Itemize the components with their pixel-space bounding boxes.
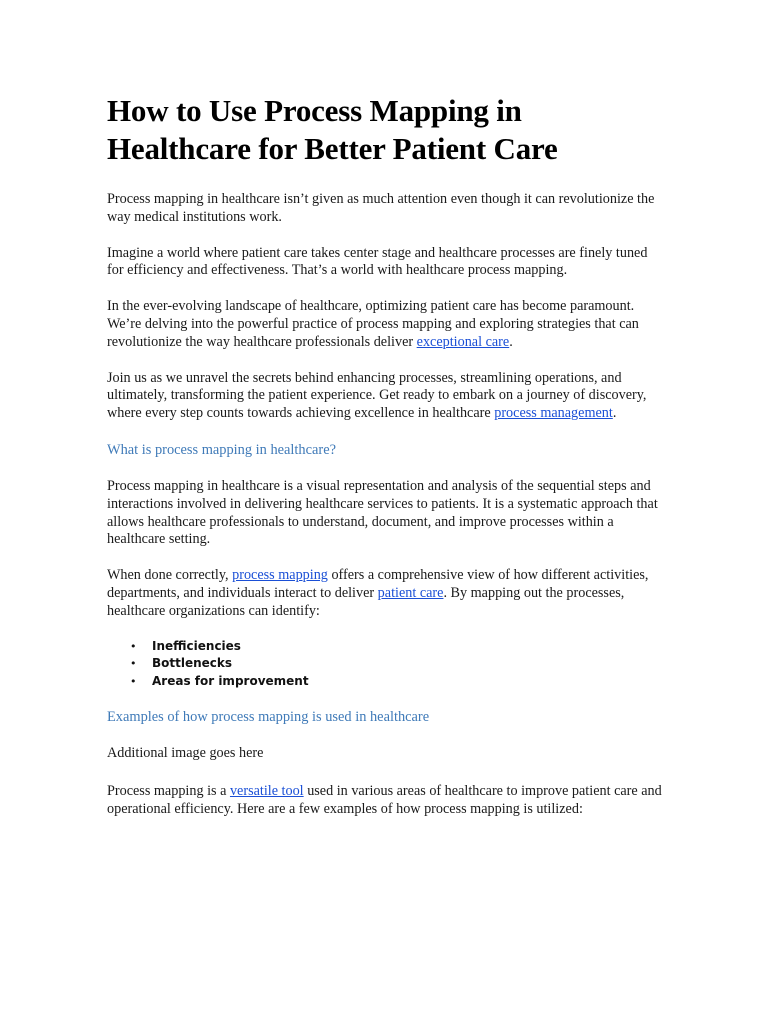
patient-care-link[interactable]: patient care xyxy=(377,584,444,601)
section-1-paragraph-1: Process mapping in healthcare is a visual representation and analysis of the sequential steps and interactions involved in delivering healthcare services to patients. It is a systematic approach that allows healthcare professionals to understand, document, and improve processes within a healthcare setting. xyxy=(107,477,658,548)
page-title: How to Use Process Mapping in Healthcare for Better Patient Care xyxy=(107,93,558,166)
section-1-paragraph-2 xyxy=(107,567,667,620)
process-mapping-link[interactable]: process mapping xyxy=(232,567,328,584)
paragraph-text: In the ever-evolving landscape of healthcare, optimizing patient care has become paramount. We’re delving into the powerful practice of process mapping and exploring strategies that can revolutionize the way healthcare professionals deliver xyxy=(107,298,639,350)
versatile-tool-link[interactable]: versatile tool xyxy=(229,783,304,800)
paragraph-text: used in various areas of healthcare to improve patient care and operational efficiency. Here are a few examples of how process mapping is utilized: xyxy=(107,783,662,817)
image-placeholder-text: Additional image goes here xyxy=(107,745,264,762)
list-item-label: Bottlenecks xyxy=(152,656,233,671)
paragraph-text: Process mapping is a xyxy=(107,783,230,800)
list-item xyxy=(130,655,667,673)
intro-paragraph-2: Imagine a world where patient care takes center stage and healthcare processes are finely tuned for efficiency and effectiveness. That’s a world with healthcare process mapping. xyxy=(107,244,648,279)
list-item-label: Areas for improvement xyxy=(152,673,309,688)
intro-paragraph-3 xyxy=(107,298,667,351)
exceptional-care-link[interactable]: exceptional care xyxy=(416,333,510,350)
paragraph-text: . xyxy=(509,333,513,350)
article-body xyxy=(107,92,667,837)
intro-paragraph-1: Process mapping in healthcare isn’t given as much attention even though it can revolutionize the way medical institutions work. xyxy=(107,191,655,225)
bullet-icon: • xyxy=(130,639,137,653)
list-item-label: Inefficiencies xyxy=(152,638,241,653)
paragraph-text: Join us as we unravel the secrets behind enhancing processes, streamlining operations, and ultimately, transforming the patient experience. Get ready to embark on a journey of discovery, where every step counts towards achieving excellence in healthcare xyxy=(107,369,647,422)
intro-paragraph-4 xyxy=(107,370,667,423)
paragraph-text: When done correctly, xyxy=(107,567,233,584)
section-heading-what-is: What is process mapping in healthcare? xyxy=(107,441,336,458)
process-management-link[interactable]: process management xyxy=(494,405,613,422)
section-2-paragraph-1 xyxy=(107,783,667,819)
bullet-icon: • xyxy=(130,674,137,688)
identify-list xyxy=(107,638,667,691)
bullet-icon: • xyxy=(130,657,137,671)
paragraph-text: . By mapping out the processes, healthcare organizations can identify: xyxy=(107,584,625,619)
paragraph-text: . xyxy=(612,405,617,422)
paragraph-text: offers a comprehensive view of how different activities, departments, and individuals interact to deliver xyxy=(107,567,649,601)
list-item xyxy=(130,673,667,691)
list-item xyxy=(130,638,667,656)
section-heading-examples: Examples of how process mapping is used in healthcare xyxy=(107,709,430,726)
